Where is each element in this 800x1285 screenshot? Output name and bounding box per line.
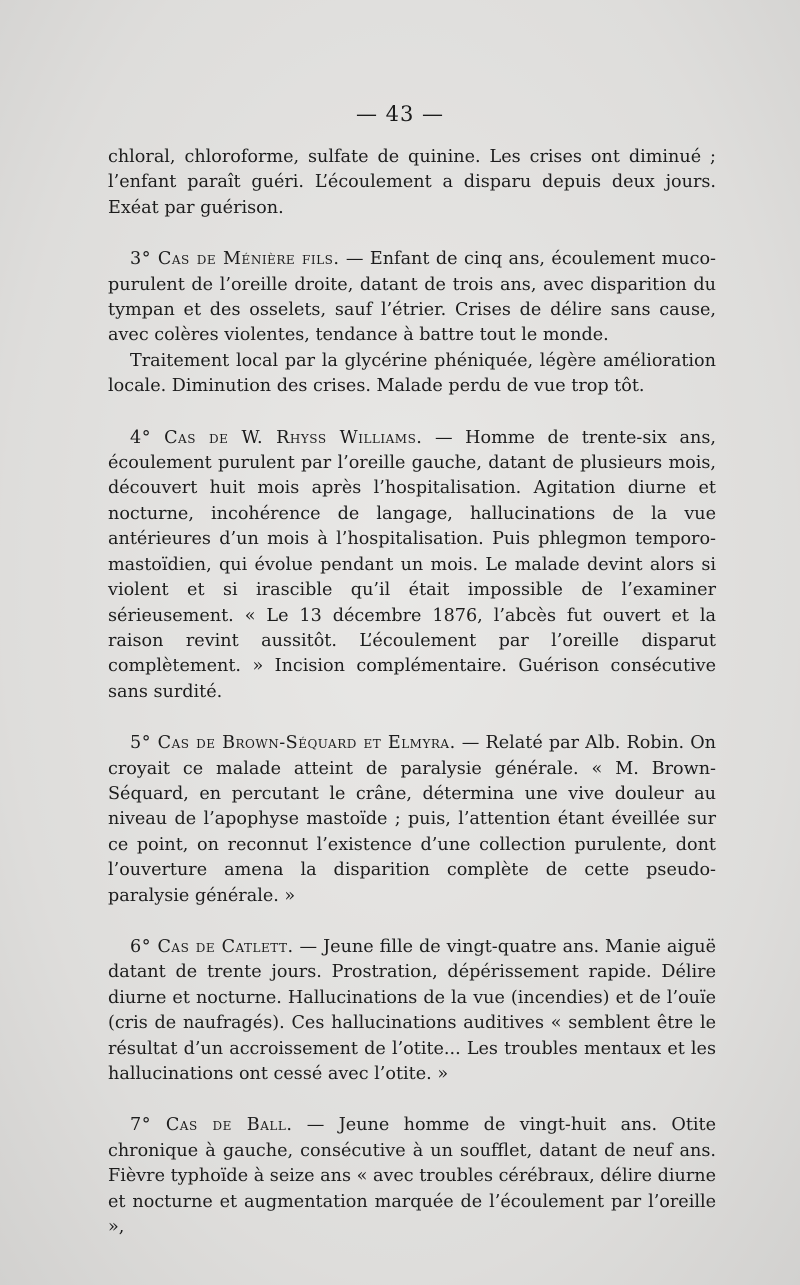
- case-heading: 4° Cas de W. Rhyss Williams.: [130, 427, 423, 448]
- paragraph-text: chloral, chloroforme, sulfate de quinine. Les crises ont diminué ; l’enfant paraît guéri. L’écoulement a disparu depuis deux jours. Exéat par guérison.: [108, 147, 716, 218]
- case-text: — Homme de trente-six ans, écoulement purulent par l’oreille gauche, datant de plusieurs mois, découvert huit mois après l’hospitalisation. Agitation diurne et nocturne, incohérence de langage, hallucinations de la vue antérieures d’un mois à l’hospitalisation. Puis phlegmon temporo-mastoïdien, qui évolue pendant un mois. Le malade devint alors si violent et si irascible qu’il était impossible de l’examiner sérieusement. « Le 13 décembre 1876, l’abcès fut ouvert et la raison revint aussitôt. L’écoulement par l’oreille disparut complètement. » Incision complémentaire. Guérison consécutive sans surdité.: [108, 427, 716, 702]
- case-menière-treatment: [108, 349, 716, 400]
- page-number: — 43 —: [355, 102, 445, 126]
- case-williams: [108, 426, 716, 705]
- case-text: — Jeune homme de vingt-huit ans. Otite chronique à gauche, consécutive à un soufflet, datant de neuf ans. Fièvre typhoïde à seize ans « avec troubles cérébraux, délire diurne et nocturne et augmentation marquée de l’écoulement par l’oreille »,: [108, 1115, 716, 1238]
- case-text: — Enfant de cinq ans, écoulement muco-purulent de l’oreille droite, datant de trois ans, avec disparition du tympan et des osselets, sauf l’étrier. Crises de délire sans cause, avec colères violentes, tendance à battre tout le monde.: [108, 249, 716, 346]
- case-heading: 7° Cas de Ball.: [130, 1115, 293, 1136]
- case-ball: [108, 1113, 716, 1240]
- case-brown-sequard: [108, 731, 716, 909]
- case-catlett: [108, 935, 716, 1087]
- body-text: [108, 145, 716, 1240]
- case-text: — Jeune fille de vingt-quatre ans. Manie aiguë datant de trente jours. Prostration, dépérissement rapide. Délire diurne et nocturne. Hallucinations de la vue (incendies) et de l’ouïe (cris de naufragés). Ces hallucinations auditives « semblent être le résultat d’un accroissement de l’otite... Les troubles mentaux et les hallucinations ont cessé avec l’otite. »: [108, 936, 716, 1084]
- case-menière: [108, 247, 716, 349]
- case-heading: 5° Cas de Brown-Séquard et Elmyra.: [130, 733, 456, 754]
- case-text: — Relaté par Alb. Robin. On croyait ce malade atteint de paralysie générale. « M. Brown-Séquard, en percutant le crâne, détermina une vive douleur au niveau de l’apophyse mastoïde ; puis, l’attention étant éveillée sur ce point, on reconnut l’existence d’une collection purulente, dont l’ouverture amena la disparition complète de cette pseudo-paralysie générale. »: [108, 733, 716, 906]
- case-heading: 3° Cas de Ménière fils.: [130, 249, 340, 270]
- case-heading: 6° Cas de Catlett.: [130, 936, 294, 957]
- paragraph-continuation: [108, 145, 716, 221]
- paragraph-text: Traitement local par la glycérine phéniquée, légère amélioration locale. Diminution des crises. Malade perdu de vue trop tôt.: [108, 350, 716, 397]
